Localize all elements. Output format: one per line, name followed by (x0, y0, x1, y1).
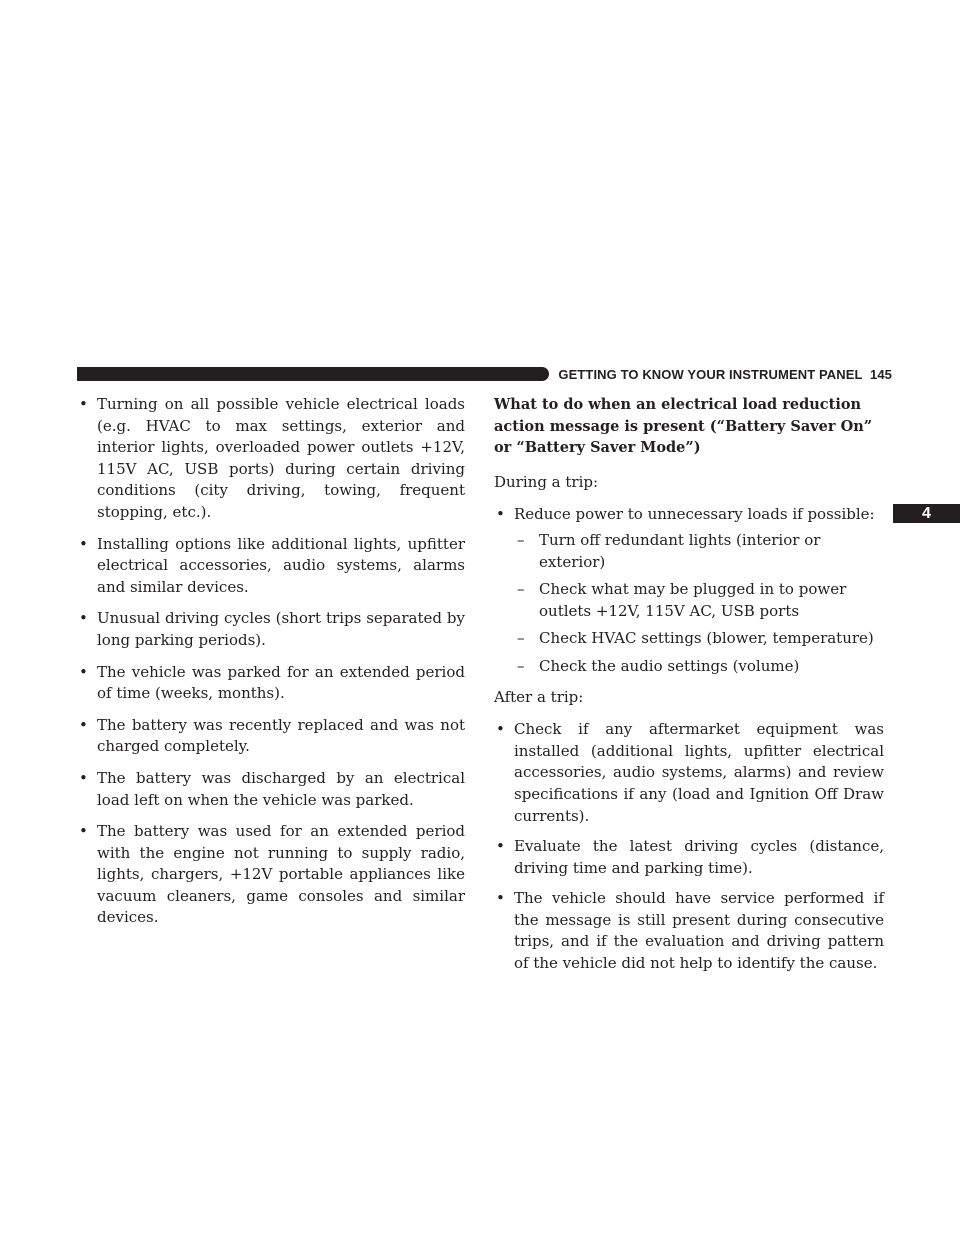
during-trip-label: During a trip: (494, 472, 599, 491)
list-item-text: Reduce power to unnecessary loads if possible: (514, 505, 875, 524)
list-item: • The battery was used for an extended period with the engine not running to supply radio, lights, chargers, +12V portable appliances like vacuum cleaners, game consoles and similar devices. (77, 821, 465, 929)
left-column (77, 394, 465, 939)
section-heading: What to do when an electrical load reduction action message is present (“Battery Saver On” or “Battery Saver Mode”) (494, 396, 873, 457)
list-item: • Turning on all possible vehicle electrical loads (e.g. HVAC to max settings, exterior and interior lights, overloaded power outlets +12V, 115V AC, USB ports) during certain driving conditions (city driving, towing, frequent stopping, etc.). (77, 394, 465, 524)
sub-list-item: – Check the audio settings (volume) (514, 656, 884, 678)
sub-list-item: – Turn off redundant lights (interior or exterior) (514, 530, 884, 573)
chapter-tab: 4 (893, 504, 960, 523)
right-column (494, 394, 884, 984)
sub-list (514, 530, 884, 678)
list-item: • Unusual driving cycles (short trips separated by long parking periods). (77, 608, 465, 651)
page-header (558, 366, 892, 383)
header-rule (77, 367, 549, 381)
cause-list (77, 394, 465, 929)
sub-list-item: – Check what may be plugged in to power outlets +12V, 115V AC, USB ports (514, 579, 884, 622)
list-item: • Evaluate the latest driving cycles (distance, driving time and parking time). (494, 836, 884, 879)
list-item: • The battery was discharged by an electrical load left on when the vehicle was parked. (77, 768, 465, 811)
after-trip-label: After a trip: (494, 687, 584, 706)
list-item: • The vehicle should have service performed if the message is still present during consecutive trips, and if the evaluation and driving pattern of the vehicle did not help to identify the cause. (494, 888, 884, 974)
section-title: GETTING TO KNOW YOUR INSTRUMENT PANEL (558, 367, 863, 382)
sub-list-item: – Check HVAC settings (blower, temperature) (514, 628, 884, 650)
list-item (494, 504, 884, 677)
list-item: • Check if any aftermarket equipment was installed (additional lights, upfitter electrical accessories, audio systems, alarms) and review specifications if any (load and Ignition Off Draw currents). (494, 719, 884, 827)
page-number: 145 (870, 367, 892, 382)
list-item: • Installing options like additional lights, upfitter electrical accessories, audio systems, alarms and similar devices. (77, 534, 465, 599)
after-trip-list (494, 719, 884, 975)
during-trip-list (494, 504, 884, 677)
list-item: • The battery was recently replaced and was not charged completely. (77, 715, 465, 758)
list-item: • The vehicle was parked for an extended period of time (weeks, months). (77, 662, 465, 705)
